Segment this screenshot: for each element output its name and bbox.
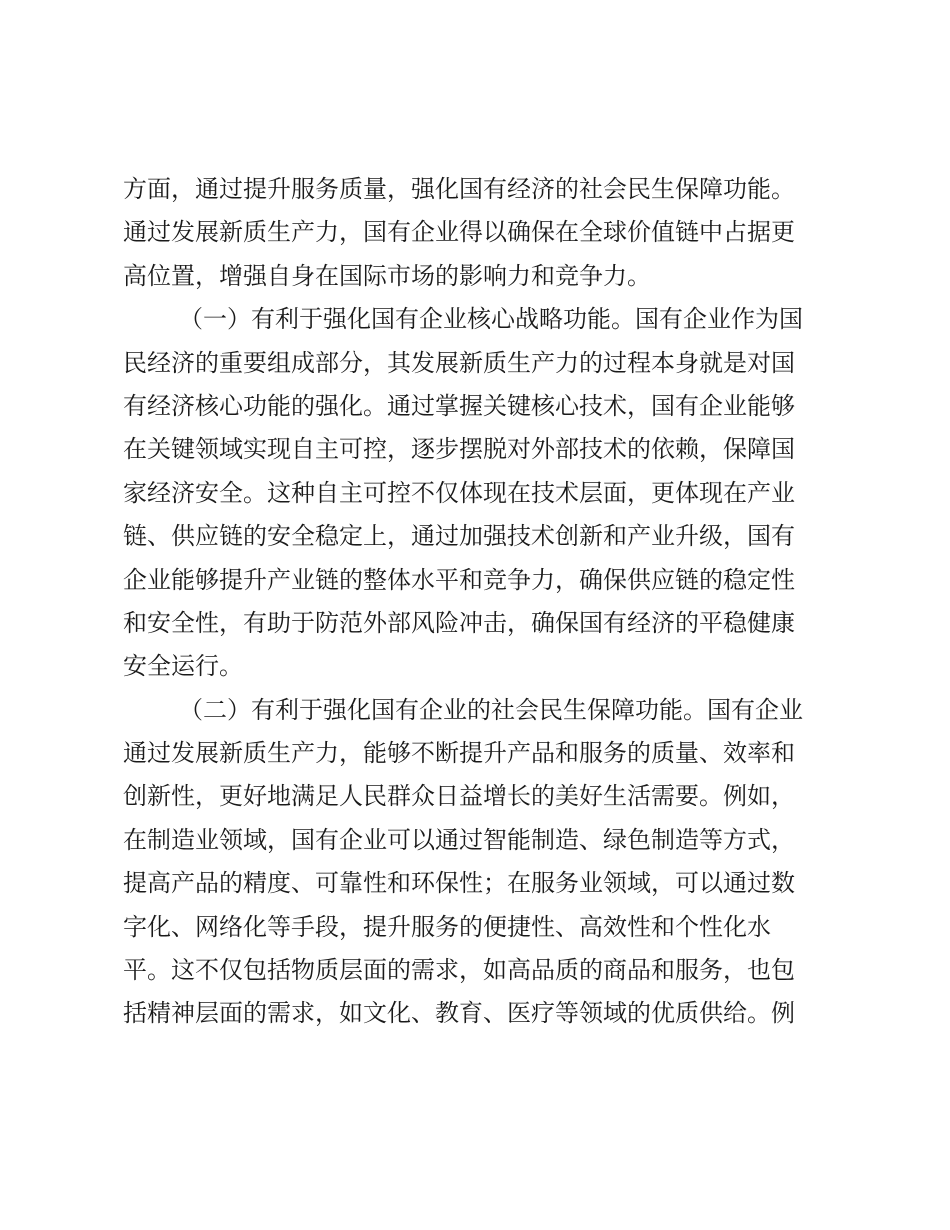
text-line: 创新性，更好地满足人民群众日益增长的美好生活需要。例如， xyxy=(123,782,795,811)
text-line: 提高产品的精度、可靠性和环保性；在服务业领域，可以通过数 xyxy=(123,869,795,898)
text-line: 企业能够提升产业链的整体水平和竞争力，确保供应链的稳定性 xyxy=(123,565,795,594)
section-heading-line: （一）有利于强化国有企业核心战略功能。国有企业作为国 xyxy=(179,305,803,334)
text-line: 安全运行。 xyxy=(123,652,243,681)
text-line: 链、供应链的安全稳定上，通过加强技术创新和产业升级，国有 xyxy=(123,522,795,551)
text-line: 有经济核心功能的强化。通过掌握关键核心技术，国有企业能够 xyxy=(123,391,795,420)
text-line: 家经济安全。这种自主可控不仅体现在技术层面，更体现在产业 xyxy=(123,478,795,507)
text-line: 通过发展新质生产力，国有企业得以确保在全球价值链中占据更 xyxy=(123,218,795,247)
text-line: 在制造业领域，国有企业可以通过智能制造、绿色制造等方式， xyxy=(123,825,795,854)
section-heading-line: （二）有利于强化国有企业的社会民生保障功能。国有企业 xyxy=(179,695,803,724)
text-line: 通过发展新质生产力，能够不断提升产品和服务的质量、效率和 xyxy=(123,739,795,768)
text-line: 民经济的重要组成部分，其发展新质生产力的过程本身就是对国 xyxy=(123,348,795,377)
text-line: 高位置，增强自身在国际市场的影响力和竞争力。 xyxy=(123,261,651,290)
text-line: 在关键领域实现自主可控，逐步摆脱对外部技术的依赖，保障国 xyxy=(123,435,795,464)
text-line: 括精神层面的需求，如文化、教育、医疗等领域的优质供给。例 xyxy=(123,999,795,1028)
text-line: 字化、网络化等手段，提升服务的便捷性、高效性和个性化水 xyxy=(123,912,771,941)
text-line: 平。这不仅包括物质层面的需求，如高品质的商品和服务，也包 xyxy=(123,956,795,985)
text-line: 和安全性，有助于防范外部风险冲击，确保国有经济的平稳健康 xyxy=(123,608,795,637)
body-text xyxy=(123,168,823,1036)
text-line: 方面，通过提升服务质量，强化国有经济的社会民生保障功能。 xyxy=(123,175,795,203)
